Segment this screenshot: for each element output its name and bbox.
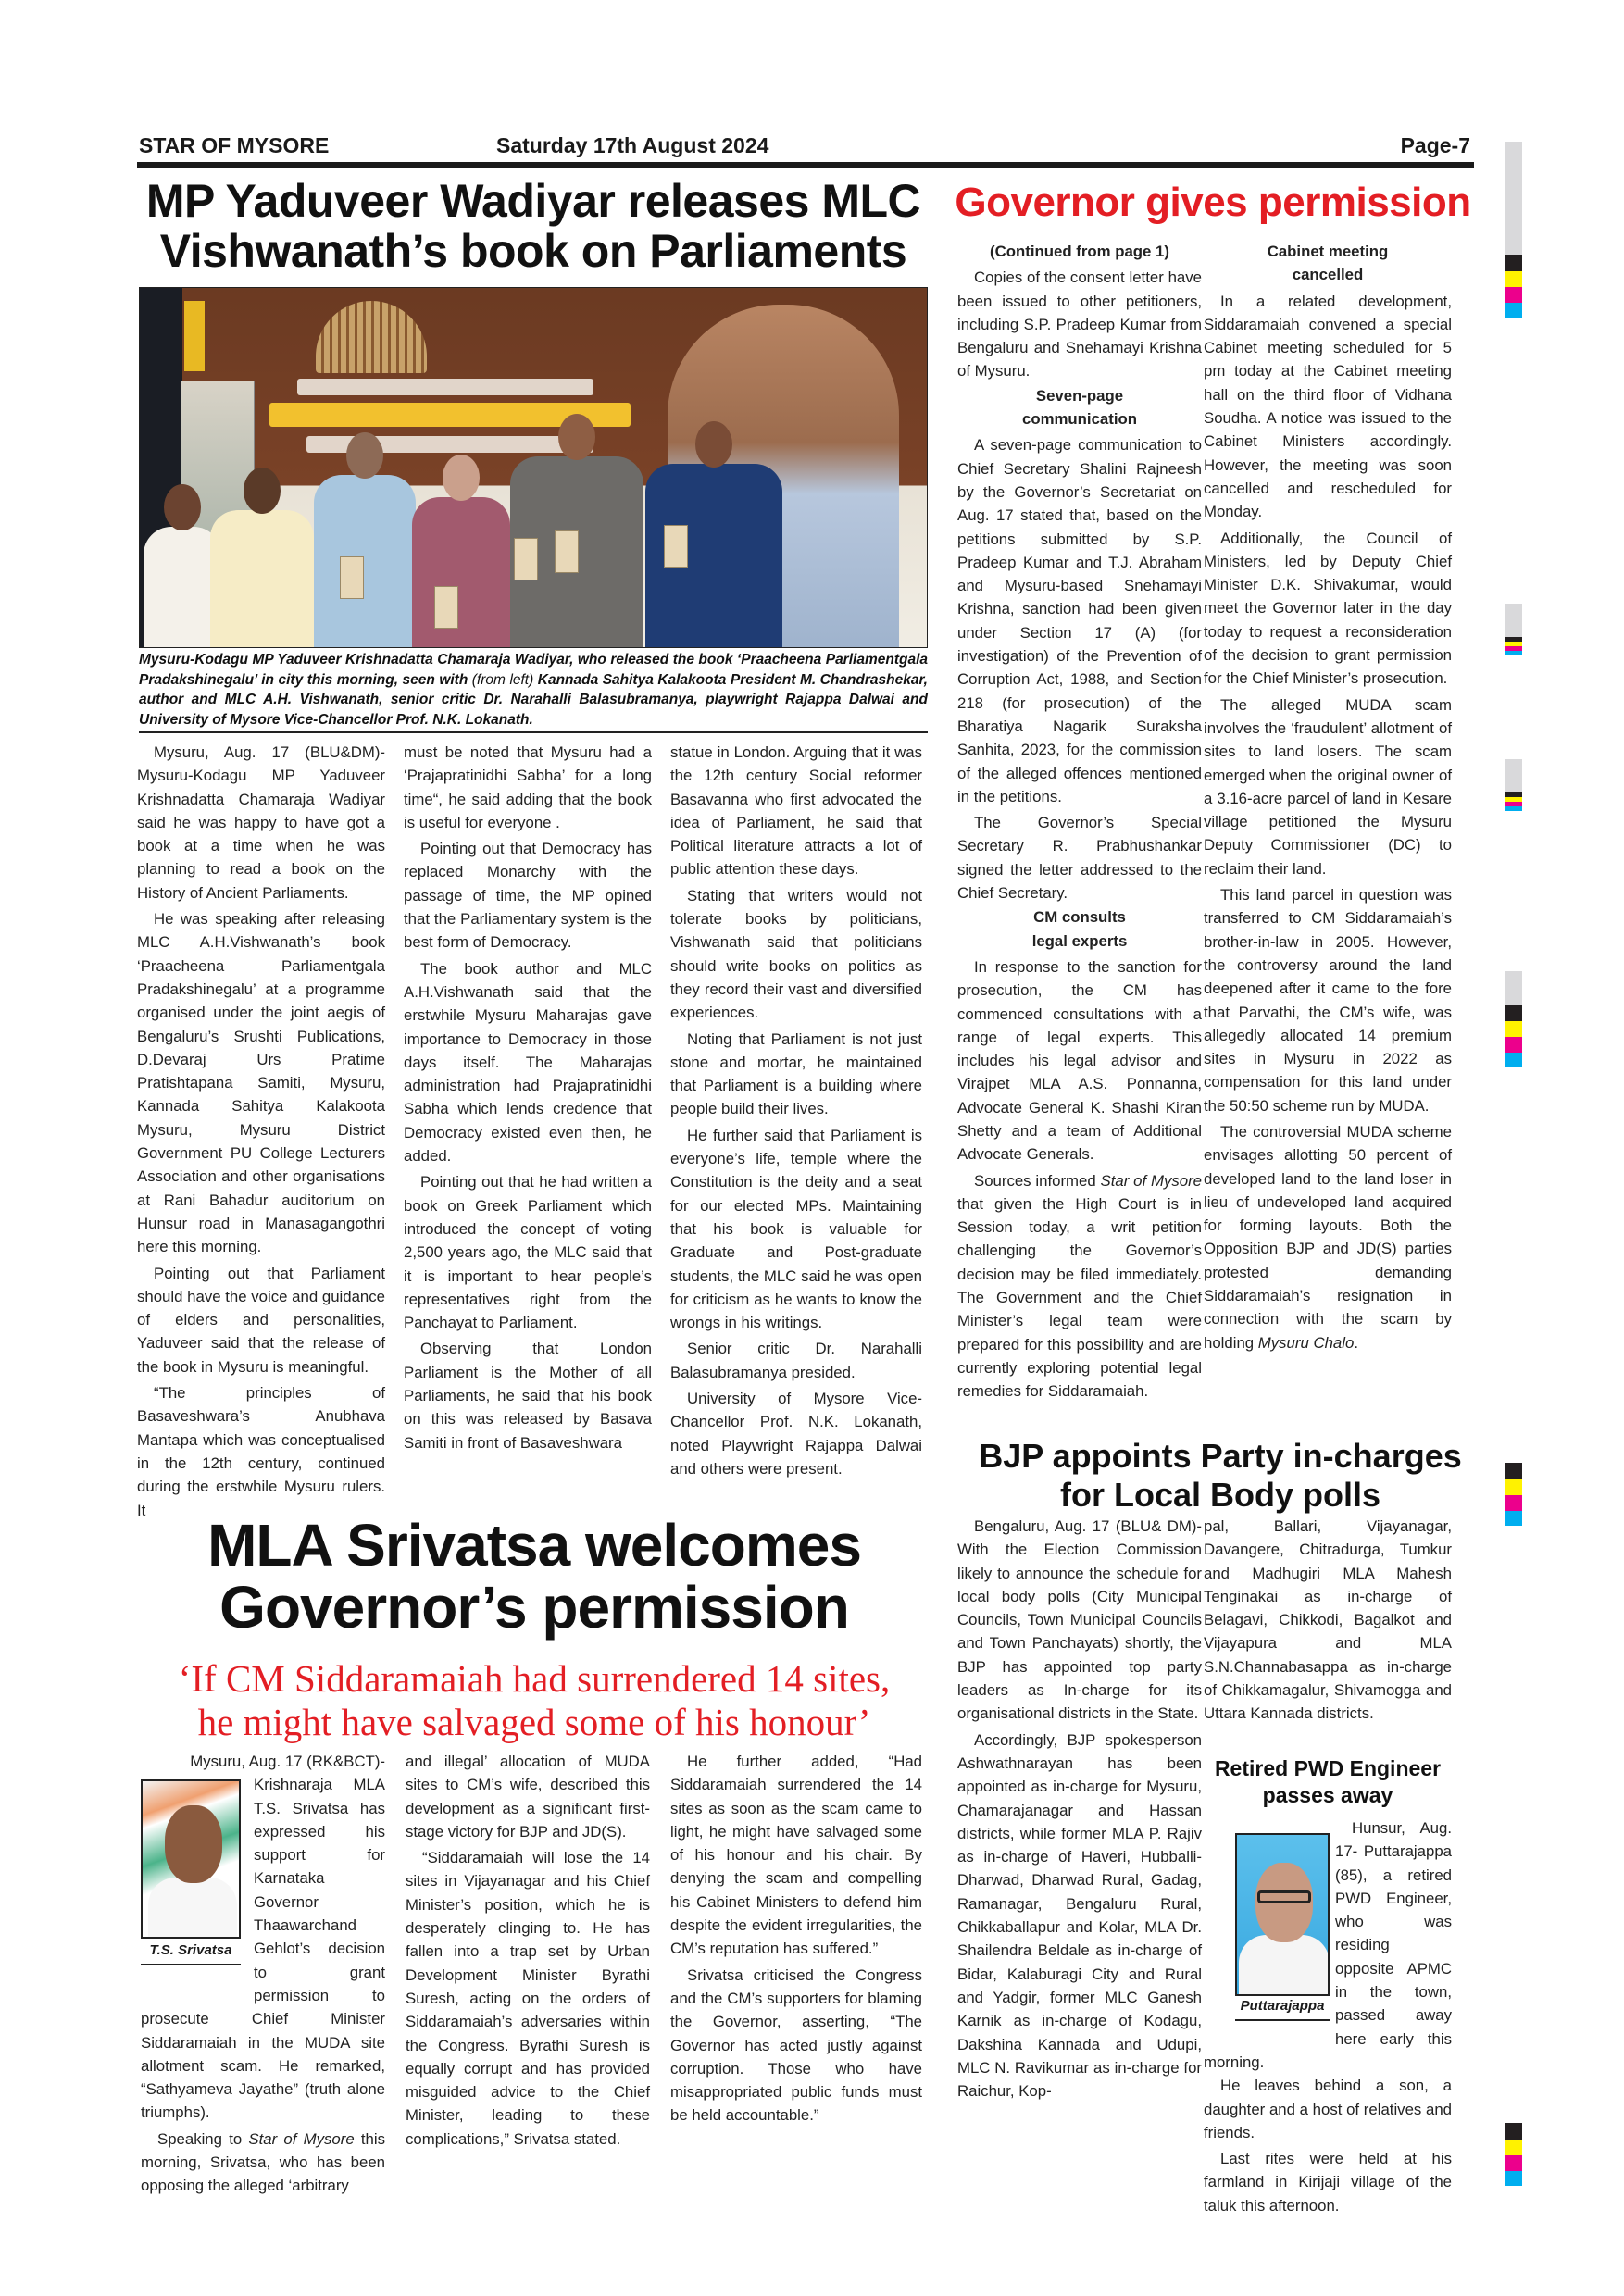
paragraph: This land parcel in question was transferred to CM Siddaramaiah’s brother-in-law in 2005. However, the controversy around the land deepened after it came to the fore that Parvathi, the CM’s wife, was allegedly allocated 14 premium sites in Mysuru in 2022 as compensation for this land under the 50:50 scheme run by MUDA. bbox=[1204, 886, 1452, 1115]
subheading: Seven-page bbox=[1035, 386, 1124, 405]
registration-marks bbox=[1505, 1463, 1522, 1526]
paragraph: Additionally, the Council of Ministers, led by Deputy Chief Minister D.K. Shivakumar, would meet the Governor later in the day today to request a reconsideration of the decision to grant permission for the Chief Minister’s prosecution. bbox=[1204, 529, 1452, 688]
photo-book bbox=[434, 586, 458, 629]
registration-marks bbox=[1505, 971, 1522, 1067]
photo-person bbox=[314, 475, 416, 647]
page-number: Page-7 bbox=[1400, 133, 1470, 157]
publication-name: STAR OF MYSORE bbox=[139, 133, 330, 157]
paragraph: Observing that London Parliament is the Mother of all Parliaments, he said that his book on this was released by Basava Samiti in front of Basaveshwara bbox=[404, 1340, 652, 1452]
paragraph: Mysuru, Aug. 17 (BLU&DM)- Mysuru-Kodagu MP Yaduveer Krishnadatta Chamaraja Wadiyar said he was happy to have got a book at a time when he was planning to read a book on the History of Ancient Parliaments. bbox=[137, 743, 385, 902]
caption-rule bbox=[1235, 2019, 1330, 2021]
headline-obituary bbox=[1202, 1755, 1454, 1809]
paragraph: He further said that Parliament is everyone’s life, temple where the Constitution is the deity and a seat for our elected MPs. Maintaining that his book is valuable for Graduate and Post-graduate students, the MLC said he was open for criticism as he wants to know the wrongs in his writings. bbox=[670, 1126, 922, 1332]
paragraph: “The principles of Basaveshwara’s Anubhava Mantapa which was conceptualised in the 12th century, continued during the erstwhile Mysuru rulers. It bbox=[137, 1384, 385, 1519]
paragraph: pal, Ballari, Vijayanagar, Davangere, Chitradurga, Tumkur and Madhugiri MLA Mahesh Tenginakai as in-charge of Belagavi, Chikkodi, Bagalkot and Vijayapura and MLA S.N.Channabasappa as in-charge of Chikkamagalur, Shivamogga and Uttara Kannada districts. bbox=[1204, 1517, 1452, 1723]
book-story-column-1 bbox=[137, 741, 385, 1522]
headline-line: MLA Srivatsa welcomes bbox=[207, 1512, 861, 1578]
paragraph: University of Mysore Vice-Chancellor Prof. N.K. Lokanath, noted Playwright Rajappa Dalwai and others were present. bbox=[670, 1390, 922, 1478]
paragraph: Last rites were held at his farmland in Kirijaji village of the taluk this afternoon. bbox=[1204, 2150, 1452, 2215]
paragraph: He further added, “Had Siddaramaiah surrendered the 14 sites as soon as the scam came to light, he might have salvaged some of his honour and his chair. By denying the scam and compelling his Cabinet Ministers to defend him despite the evident irregularities, the CM’s reputation has suffered.” bbox=[670, 1753, 922, 1958]
photo-publisher-logo bbox=[184, 301, 205, 371]
caption-rule bbox=[141, 1964, 241, 1965]
subheading: Cabinet meeting bbox=[1267, 243, 1389, 260]
headline-line: MP Yaduveer Wadiyar releases MLC bbox=[145, 175, 921, 227]
masthead-rule bbox=[137, 162, 1474, 168]
paragraph: Copies of the consent letter have been issued to other petitioners, including S.P. Pradeep Kumar from Bengaluru and Snehamayi Krishna of Mysuru. bbox=[957, 268, 1202, 381]
photo-banner-text bbox=[297, 379, 593, 395]
subheading: cancelled bbox=[1292, 266, 1364, 284]
srivatsa-photo bbox=[141, 1779, 241, 1939]
photo-caption: Mysuru-Kodagu MP Yaduveer Krishnadatta Chamaraja Wadiyar, who released the book ‘Praacheena Parliamentgala Pradakshinegalu’ in city this morning, seen with (from left) Kannada Sahitya Kalakoota President M. Chandrashekar, author and MLC A.H. Vishwanath, senior critic Dr. Narahalli Balasubramanya, playwright Rajappa Dalwai and University of Mysore Vice-Chancellor Prof. N.K. Lokanath. bbox=[139, 652, 928, 728]
srivatsa-kicker-quote bbox=[135, 1657, 933, 1744]
paragraph: Bengaluru, Aug. 17 (BLU& DM)- With the Election Commission likely to announce the schedule for local body polls (City Municipal Councils, Town Municipal Councils and Town Panchayats) shortly, the BJP has appointed top party leaders as In-charge for its organisational districts in the State. bbox=[957, 1517, 1202, 1723]
paragraph: Pointing out that Parliament should have the voice and guidance of elders and personalities, Yaduveer said that the release of the book in Mysuru is meaningful. bbox=[137, 1264, 385, 1376]
paragraph: Speaking to Star of Mysore this morning, Srivatsa, who has been opposing the alleged ‘arbitrary bbox=[141, 2129, 385, 2195]
headline-line: for Local Body polls bbox=[1059, 1475, 1381, 1514]
paragraph: must be noted that Mysuru had a ‘Prajapratinidhi Sabha’ for a long time“, he said adding that the book is useful for everyone . bbox=[404, 743, 652, 831]
headline-line: passes away bbox=[1262, 1782, 1393, 1807]
srivatsa-story-column-3 bbox=[670, 1750, 922, 2128]
paragraph: The book author and MLC A.H.Vishwanath said that the erstwhile Mysuru Maharajas gave importance to Democracy in those days itself. The Maharajas administration had Prajapratinidhi Sabha which lends credence that Democracy existed even then, he added. bbox=[404, 959, 652, 1166]
subheading: communication bbox=[1021, 410, 1137, 429]
registration-marks bbox=[1505, 142, 1522, 318]
srivatsa-story-column-2 bbox=[406, 1750, 650, 2151]
paragraph: The controversial MUDA scheme envisages allotting 50 percent of developed land to the land loser in lieu of undeveloped land acquired for forming layouts. Both the Opposition BJP and JD(S) parties protested demanding Siddaramaiah’s resignation in connection with the scam by holding Mysuru Chalo. bbox=[1204, 1122, 1452, 1352]
paragraph: Stating that writers would not tolerate books by politicians, Vishwanath said that politicians should write books on politics as they record their vast and diversified experiences. bbox=[670, 886, 922, 1022]
masthead bbox=[137, 130, 1474, 167]
kicker-line: he might have salvaged some of his honour’ bbox=[197, 1701, 871, 1744]
caption-rule bbox=[139, 731, 928, 733]
paragraph: Senior critic Dr. Narahalli Balasubramanya presided. bbox=[670, 1340, 922, 1381]
photo-person bbox=[210, 510, 314, 647]
book-story-column-2 bbox=[404, 741, 652, 1454]
registration-marks bbox=[1505, 604, 1522, 655]
paragraph: The Governor’s Special Secretary R. Prabhushankar signed the letter addressed to the Chief Secretary. bbox=[957, 814, 1202, 903]
headline-bjp-appoints bbox=[944, 1437, 1496, 1515]
headline-governor-permission: Governor gives permission bbox=[955, 180, 1471, 225]
paragraph: Krishnaraja MLA T.S. Srivatsa has expressed his support for Karnataka Governor Thaawarchand Gehlot’s decision to grant permission to prosecute Chief Minister Siddaramaiah in the MUDA site allotment scam. He remarked, “Sathyameva Jayathe” (truth alone triumphs). bbox=[141, 1776, 385, 2122]
paragraph: statue in London. Arguing that it was the 12th century Social reformer Basavanna who first advocated the idea of Parliament, he said that Political literature attracts a lot of public attention these days. bbox=[670, 743, 922, 879]
photo-caption: Puttarajappa bbox=[1240, 1998, 1325, 2014]
headline-line: Governor’s permission bbox=[219, 1574, 849, 1641]
headline-line: Vishwanath’s book on Parliaments bbox=[159, 225, 907, 277]
headline-line: Retired PWD Engineer bbox=[1214, 1756, 1442, 1780]
paragraph: He leaves behind a son, a daughter and a host of relatives and friends. bbox=[1204, 2077, 1452, 2141]
governor-story-column-2 bbox=[1204, 239, 1452, 1354]
subheading: CM consults bbox=[1033, 908, 1126, 927]
paragraph: Noting that Parliament is not just stone and mortar, he maintained that Parliament is a building where people build their lives. bbox=[670, 1029, 922, 1118]
headline-line: BJP appoints Party in-charges bbox=[979, 1437, 1462, 1475]
paragraph: Srivatsa criticised the Congress and the CM’s supporters for blaming the Governor, asserting, “The Governor has acted justly against corruption. Those who have misappropriated public funds must be held accountable.” bbox=[670, 1965, 922, 2125]
book-story-column-3 bbox=[670, 741, 922, 1480]
paragraph: In response to the sanction for prosecution, the CM has commenced consultations with a range of legal experts. This includes his legal advisor and Virajpet MLA A.S. Ponnanna, Advocate General K. Shashi Kiran Shetty and a team of Additional Advocate Generals. bbox=[957, 957, 1202, 1164]
governor-story-column-1 bbox=[957, 239, 1202, 1404]
paragraph: Pointing out that he had written a book on Greek Parliament which introduced the concept of voting 2,500 years ago, the MLC said that it is important to hear people’s representatives right from the Panchayat to Parliament. bbox=[404, 1173, 652, 1332]
paragraph: and illegal’ allocation of MUDA sites to CM’s wife, described this development as a significant first-stage victory for BJP and JD(S). bbox=[406, 1753, 650, 1841]
paragraph: Hunsur, Aug. 17- Puttarajappa (85), a retired PWD Engineer, who was residing opposite APMC in the town, passed away here early this morning. bbox=[1204, 1819, 1452, 2071]
issue-date: Saturday 17th August 2024 bbox=[496, 133, 769, 157]
photo-parliament-graphic bbox=[316, 301, 427, 373]
kicker-line: ‘If CM Siddaramaiah had surrendered 14 sites, bbox=[178, 1657, 891, 1700]
paragraph: In a related development, Siddaramaiah convened a special Cabinet meeting scheduled for 5 pm today at the Cabinet meeting hall on the third floor of Vidhana Soudha. A notice was issued to the Cabinet Ministers accordingly. However, the meeting was soon cancelled and rescheduled for Monday. bbox=[1204, 292, 1452, 521]
paragraph: Accordingly, BJP spokesperson Ashwathnarayan has been appointed as in-charge for Mysuru, Chamarajanagar and Hassan districts, while former MLA P. Rajiv as in-charge of Haveri, Hubballi-Dharwad, Dharwad Rural, Gadag, Ramanagar, Bengaluru Rural, Chikkaballapur and Kolar, MLA Dr. Shailendra Beldale as in-charge of Bidar, Kalaburagi City and Rural and Yadgir, former MLC Ganesh Karnik as in-charge of Kodagu, Dakshina Kannada and Udupi, MLC N. Ravikumar as in-charge for Raichur, Kop- bbox=[957, 1730, 1202, 2101]
paragraph: He was speaking after releasing MLC A.H.Vishwanath’s book ‘Praacheena Parliamentgala Pradakshinegalu’ at a programme organised under the joint aegis of Bengaluru’s Srushti Publications, D.Devaraj Urs Pratime Pratishtapana Samiti, Mysuru, Kannada Sahitya Kalakoota Mysuru, Mysuru District Government PU College Lecturers Association and other organisations at Rani Bahadur auditorium on Hunsur road in Manasagangothri here this morning. bbox=[137, 910, 385, 1256]
paragraph: A seven-page communication to Chief Secretary Shalini Rajneesh by the Governor’s Secretariat on Aug. 17 stated that, based on the petitions submitted by S.P. Pradeep Kumar and T.J. Abraham and Mysuru-based Snehamayi Krishna, sanction had been given under Section 17 (A) (for investigation) of the Prevention of Corruption Act, 1988, and Section 218 (for prosecution) of the Bharatiya Nagarik Suraksha Sanhita, 2023, for the commission of the alleged offences mentioned in the petitions. bbox=[957, 436, 1202, 805]
headline-book-release bbox=[135, 176, 931, 276]
dateline: Mysuru, Aug. 17 (RK&BCT)- bbox=[190, 1753, 385, 1770]
photo-book bbox=[514, 538, 538, 580]
paragraph: “Siddaramaiah will lose the 14 sites in Vijayanagar and his Chief Minister’s position, which he is desperately clinging to. He has fallen into a trap set by Urban Development Minister Byrathi Suresh, acting on the orders of Siddaramaiah’s adversaries within the Congress. Byrathi Suresh is equally corrupt and has provided misguided advice to the Chief Minister, leading to these complications,” Srivatsa stated. bbox=[406, 1849, 650, 2148]
photo-book bbox=[664, 525, 688, 568]
continued-note: (Continued from page 1) bbox=[990, 243, 1169, 260]
book-release-photo bbox=[139, 287, 928, 648]
paragraph: Pointing out that Democracy has replaced Monarchy with the passage of time, the MP opined that the Parliamentary system is the best form of Democracy. bbox=[404, 840, 652, 952]
photo-book bbox=[555, 530, 579, 573]
headline-srivatsa bbox=[135, 1512, 933, 1641]
photo-book bbox=[340, 556, 364, 599]
photo-person bbox=[412, 497, 510, 647]
puttarajappa-photo bbox=[1235, 1833, 1330, 1996]
paragraph: The alleged MUDA scam involves the ‘fraudulent’ allotment of sites to land losers. The scam emerged when the original owner of a 3.16-acre parcel of land in Kesare village petitioned the Mysuru Deputy Commissioner (DC) to reclaim their land. bbox=[1204, 695, 1452, 878]
paragraph: Sources informed Star of Mysore that given the High Court is in Session today, a writ petition challenging the Governor’s decision may be filed immediately. The Government and the Chief Minister’s legal team were prepared for this possibility and are currently exploring potential legal remedies for Siddaramaiah. bbox=[957, 1171, 1202, 1401]
subheading: legal experts bbox=[1031, 931, 1128, 950]
photo-caption: T.S. Srivatsa bbox=[149, 1942, 232, 1958]
bjp-story-column-1 bbox=[957, 1515, 1202, 2103]
bjp-story-column-2 bbox=[1204, 1515, 1452, 1726]
registration-marks bbox=[1505, 759, 1522, 811]
registration-marks bbox=[1505, 2123, 1522, 2186]
